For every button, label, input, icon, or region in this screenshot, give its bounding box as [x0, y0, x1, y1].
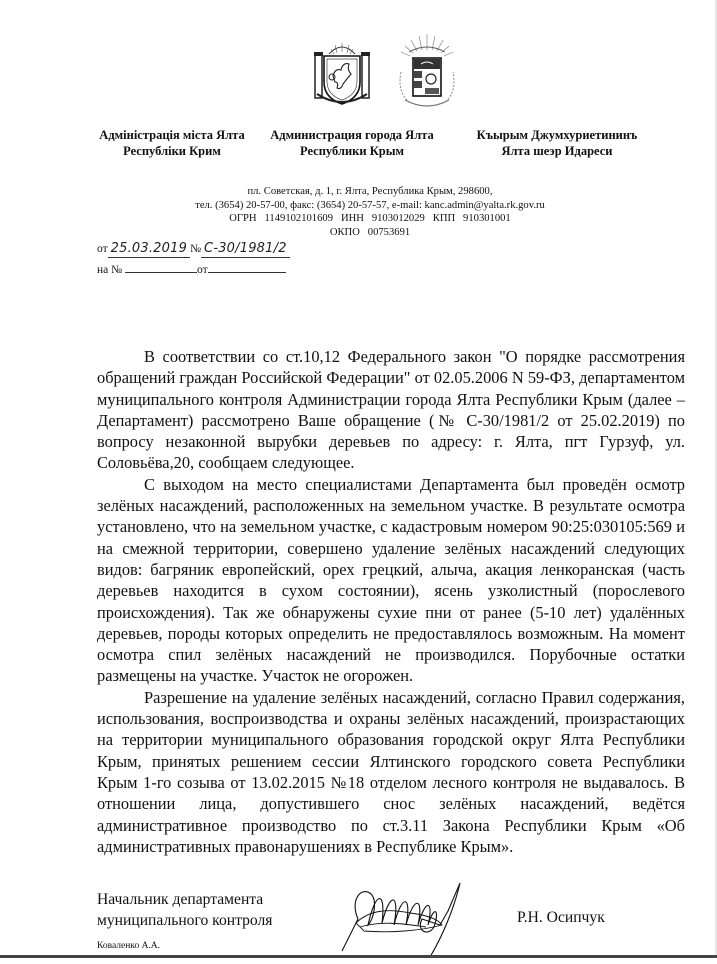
from-label: от	[97, 243, 108, 255]
header-russian	[262, 127, 442, 159]
contact-registration-ids: ОГРН 1149102101609 ИНН 9103012029 КПП 910301001	[229, 213, 511, 225]
signatory-position-line1: Начальник департамента	[97, 891, 264, 909]
paragraph-3: Разрешение на удаление зелёных насаждений, согласно Правил содержания, использования, воспроизводства и охраны зелёных насаждений, произрастающих на территории муниципального образования городской округ Ялта Республики Крым, принятых решением сессии Ялтинского городского совета Республики Крым 1-го созыва от 13.02.2015 №18 отделом лесного контроля не выдавалось. В отношении лица, допустившего снос зелёных насаждений, ведётся административное производство по ст.3.11 Закона Республики Крым «Об административных правонарушениях в Республике Крым».	[97, 687, 685, 856]
signature-block	[97, 879, 685, 952]
header-ukrainian-line1: Адміністрація міста Ялта	[99, 128, 245, 142]
reply-from-label: от	[196, 264, 208, 276]
executor-name: Коваленко А.А.	[97, 941, 161, 952]
paragraph-2: С выходом на место специалистами Департамента был проведён осмотр зелёных насаждений, расположенных на земельном участке. В результате осмотра установлено, что на земельном участке, с кадастровым номером 90:25:030105:569 и на смежной территории, совершено удаление зелёных насаждений следующих видов: багряник европейский, орех грецкий, алыча, акация ленкоранская (часть деревьев находится в сухом состоянии), ясень узколистный (порослевого происхождения). Так же обнаружены сухие пни от ранее (5-10 лет) удалённых деревьев, породы которых определить не предоставлялось возможным. На момент осмотра спил зелёных насаждений не производился. Порубочные остатки размещены на участке. Участок не огорожен.	[97, 474, 685, 686]
signatory-position-line2: муниципального контроля	[97, 912, 273, 930]
handwritten-signature	[330, 879, 470, 959]
number-label: №	[190, 243, 202, 255]
letter-content	[97, 346, 685, 952]
yalta-coat-of-arms	[395, 32, 460, 110]
outgoing-reference	[97, 240, 290, 258]
header-ukrainian-line2: Республіки Крим	[123, 144, 221, 158]
signatory-name: Р.Н. Осипчук	[517, 909, 605, 927]
header-crimean-tatar	[462, 127, 652, 159]
reply-number-label: на №	[97, 264, 123, 276]
contact-address: пл. Советская, д. 1, г. Ялта, Республика Крым, 298600,	[247, 186, 493, 197]
reply-date-blank	[208, 260, 286, 273]
contact-okpo: ОКПО 00753691	[329, 226, 411, 238]
reply-number-blank	[125, 260, 197, 273]
incoming-reference	[97, 260, 286, 279]
paragraph-1: В соответствии со ст.10,12 Федерального закон "О порядке рассмотрения обращений граждан Российской Федерации" от 02.05.2006 N 59-ФЗ, департаментом муниципального контроля Администрации города Ялта Республики Крым (далее – Департамент) рассмотрено Ваше обращение (№ С-30/1981/2 от 25.02.2019) по вопросу незаконной вырубки деревьев по адресу: г. Ялта, пгт Гурзуф, ул. Соловьёва,20, сообщаем следующее.	[97, 347, 685, 473]
scan-bottom-edge	[0, 955, 717, 958]
header-russian-line2: Республики Крым	[300, 144, 404, 158]
crimea-coat-of-arms	[313, 40, 371, 106]
outgoing-date: 25.03.2019	[108, 241, 190, 258]
signatory-position	[97, 889, 272, 931]
header-ukrainian	[92, 127, 252, 159]
outgoing-number: С-30/1981/2	[201, 241, 290, 258]
contact-block	[140, 185, 600, 239]
contact-phones: тел. (3654) 20-57-00, факс: (3654) 20-57-57, e-mail: kanc.admin@yalta.rk.gov.ru	[195, 199, 545, 211]
header-crimean-tatar-line2: Ялта шеэр Идареси	[501, 144, 613, 158]
letter-body	[97, 346, 685, 857]
header-crimean-tatar-line1: Къырым Джумхуриетининъ	[476, 128, 638, 142]
header-russian-line1: Администрация города Ялта	[270, 128, 434, 142]
